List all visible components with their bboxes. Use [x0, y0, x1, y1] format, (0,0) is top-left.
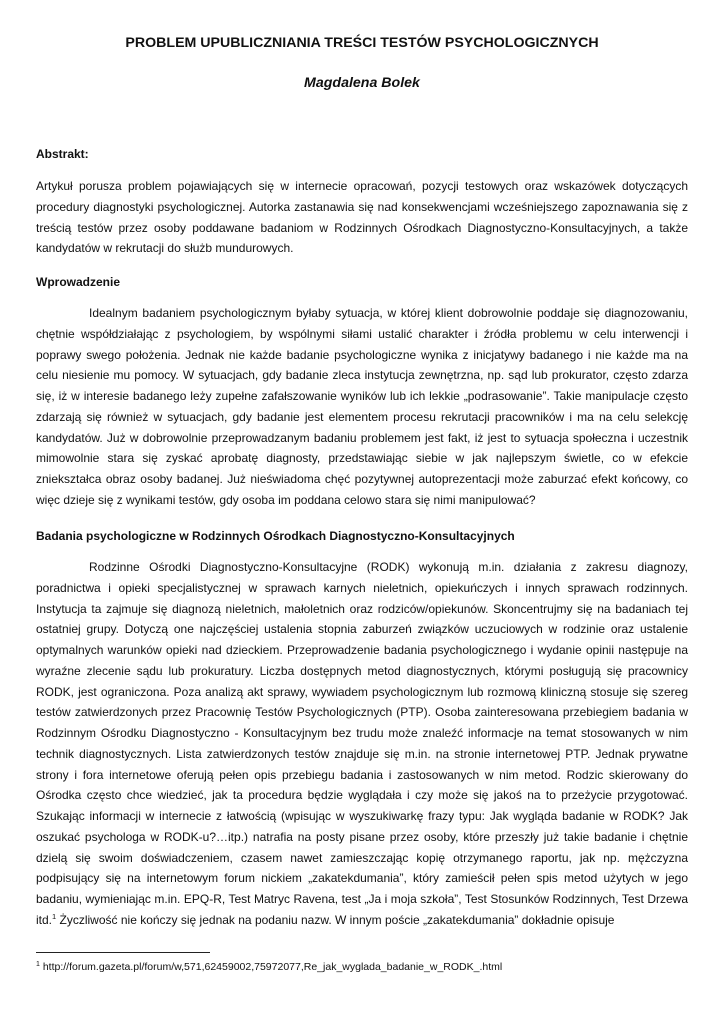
abstract-text: Artykuł porusza problem pojawiających się w internecie opracowań, pozycji testowych oraz wskazówek dotyczących procedury diagnostyki psychologicznej. Autorka zastanawia się nad konsekwencjami wcześniejszego zapoznawania się z treścią testów przez osoby poddawane badaniom w Rodzinnych Ośrodkach Diagnostyczno-Konsultacyjnych, a także kandydatów w rekrutacji do służb mundurowych.	[36, 179, 688, 256]
intro-heading: Wprowadzenie	[36, 275, 121, 289]
abstract-heading: Abstrakt:	[36, 147, 89, 161]
section2-body-cont: Życzliwość nie kończy się jednak na podaniu nazw. W innym poście „zakatekdumania” dokładnie opisuje	[56, 912, 615, 927]
footnote-url[interactable]: http://forum.gazeta.pl/forum/w,571,62459002,75972077,Re_jak_wyglada_badanie_w_RODK_.html	[39, 961, 503, 973]
section2-heading: Badania psychologiczne w Rodzinnych Ośrodkach Diagnostyczno-Konsultacyjnych	[36, 529, 515, 543]
footnote-number: 1	[36, 961, 40, 968]
section2-body: Rodzinne Ośrodki Diagnostyczno-Konsultacyjne (RODK) wykonują m.in. działania z zakresu diagnozy, poradnictwa i opieki specjalistycznej w sprawach karnych nieletnich, opiekuńczych i innych sprawach rodzinnych. Instytucja ta zajmuje się diagnozą nieletnich, małoletnich oraz rodziców/opiekunów. Skoncentrujmy się na badaniach tej ostatniej grupy. Dotyczą one najczęściej ustalenia stopnia zaburzeń związków uczuciowych w rodzinie oraz ustalenie optymalnych warunków opieki nad dzieckiem. Przeprowadzenie badania psychologicznego i wydanie opinii następuje na wyraźne zlecenie sądu lub prokuratury. Liczba dostępnych metod diagnostycznych, którymi posługują się pracownicy RODK, jest ograniczona. Poza analizą akt sprawy, wywiadem psychologicznym lub rozmową kliniczną stosuje się szereg testów zatwierdzonych przez Pracownię Testów Psychologicznych (PTP). Osoba zainteresowana przebiegiem badania w Rodzinnym Ośrodku Diagnostyczno - Konsultacyjnym bez trudu może znaleźć informacje na temat stosowanych w nim technik diagnostycznych. Lista zatwierdzonych testów znajduje się m.in. na stronie internetowej PTP. Jednak prywatne strony i fora internetowe oferują pełen opis przebiegu badania i zastosowanych w nim metod. Rodzic skierowany do Ośrodka często chce wiedzieć, jak ta procedura będzie wyglądała i czy może się jakoś na to przeżycie przygotować. Szukając informacji w internecie z łatwością (wpisując w wyszukiwarkę frazy typu: Jak wygląda badanie w RODK? Jak oszukać psychologa w RODK-u?…itp.) natrafia na posty pisane przez osoby, które przeszły już takie badanie i chętnie dzielą się swoim doświadczeniem, czasem nawet zamieszczając kopię otrzymanego raportu, jak np. mężczyzna podpisujący się na internetowym forum nickiem „zakatekdumania”, który zamieścił pełen spis metod użytych w jego badaniu, wymieniając m.in. EPQ-R, Test Matryc Ravena, test „Ja i moja szkoła”, Test Stosunków Rodzinnych, Test Drzewa itd.	[36, 560, 688, 927]
intro-text: Idealnym badaniem psychologicznym byłaby sytuacja, w której klient dobrowolnie poddaje się diagnozowaniu, chętnie współdziałając z psychologiem, by wspólnymi siłami ustalić charakter i źródła problemu w celu interwencji i poprawy swego położenia. Jednak nie każde badanie psychologiczne wynika z inicjatywy badanego i nie każde ma na celu niesienie mu pomocy. W sytuacjach, gdy badanie zleca instytucja zewnętrzna, np. sąd lub prokurator, często zdarza się, iż w interesie badanego leży zupełne zafałszowanie wyników lub ich lekkie „podrasowanie”. Takie manipulacje często zdarzają się również w sytuacjach, gdy badanie jest elementem procesu rekrutacji pracowników i ma na celu selekcję kandydatów. Już w dobrowolnie przeprowadzanym badaniu problemem jest fakt, iż jest to sytuacja społeczna i uczestnik mimowolnie stara się zyskać aprobatę diagnosty, przedstawiając siebie w jak najlepszym świetle, co w efekcie zniekształca obraz osoby badanej. Już nieświadoma chęć pozytywnej autoprezentacji może zaburzać efekt końcowy, co więc dzieje się z wynikami testów, gdy osoba im poddana celowo stara się nimi manipulować?	[36, 306, 688, 507]
section2-text	[36, 557, 688, 931]
author-name: Magdalena Bolek	[304, 75, 420, 91]
footnote-ref[interactable]: 1	[52, 911, 57, 921]
footnote-divider	[36, 952, 210, 953]
paper-title: PROBLEM UPUBLICZNIANIA TREŚCI TESTÓW PSYCHOLOGICZNYCH	[125, 35, 599, 51]
footnote	[36, 960, 502, 974]
